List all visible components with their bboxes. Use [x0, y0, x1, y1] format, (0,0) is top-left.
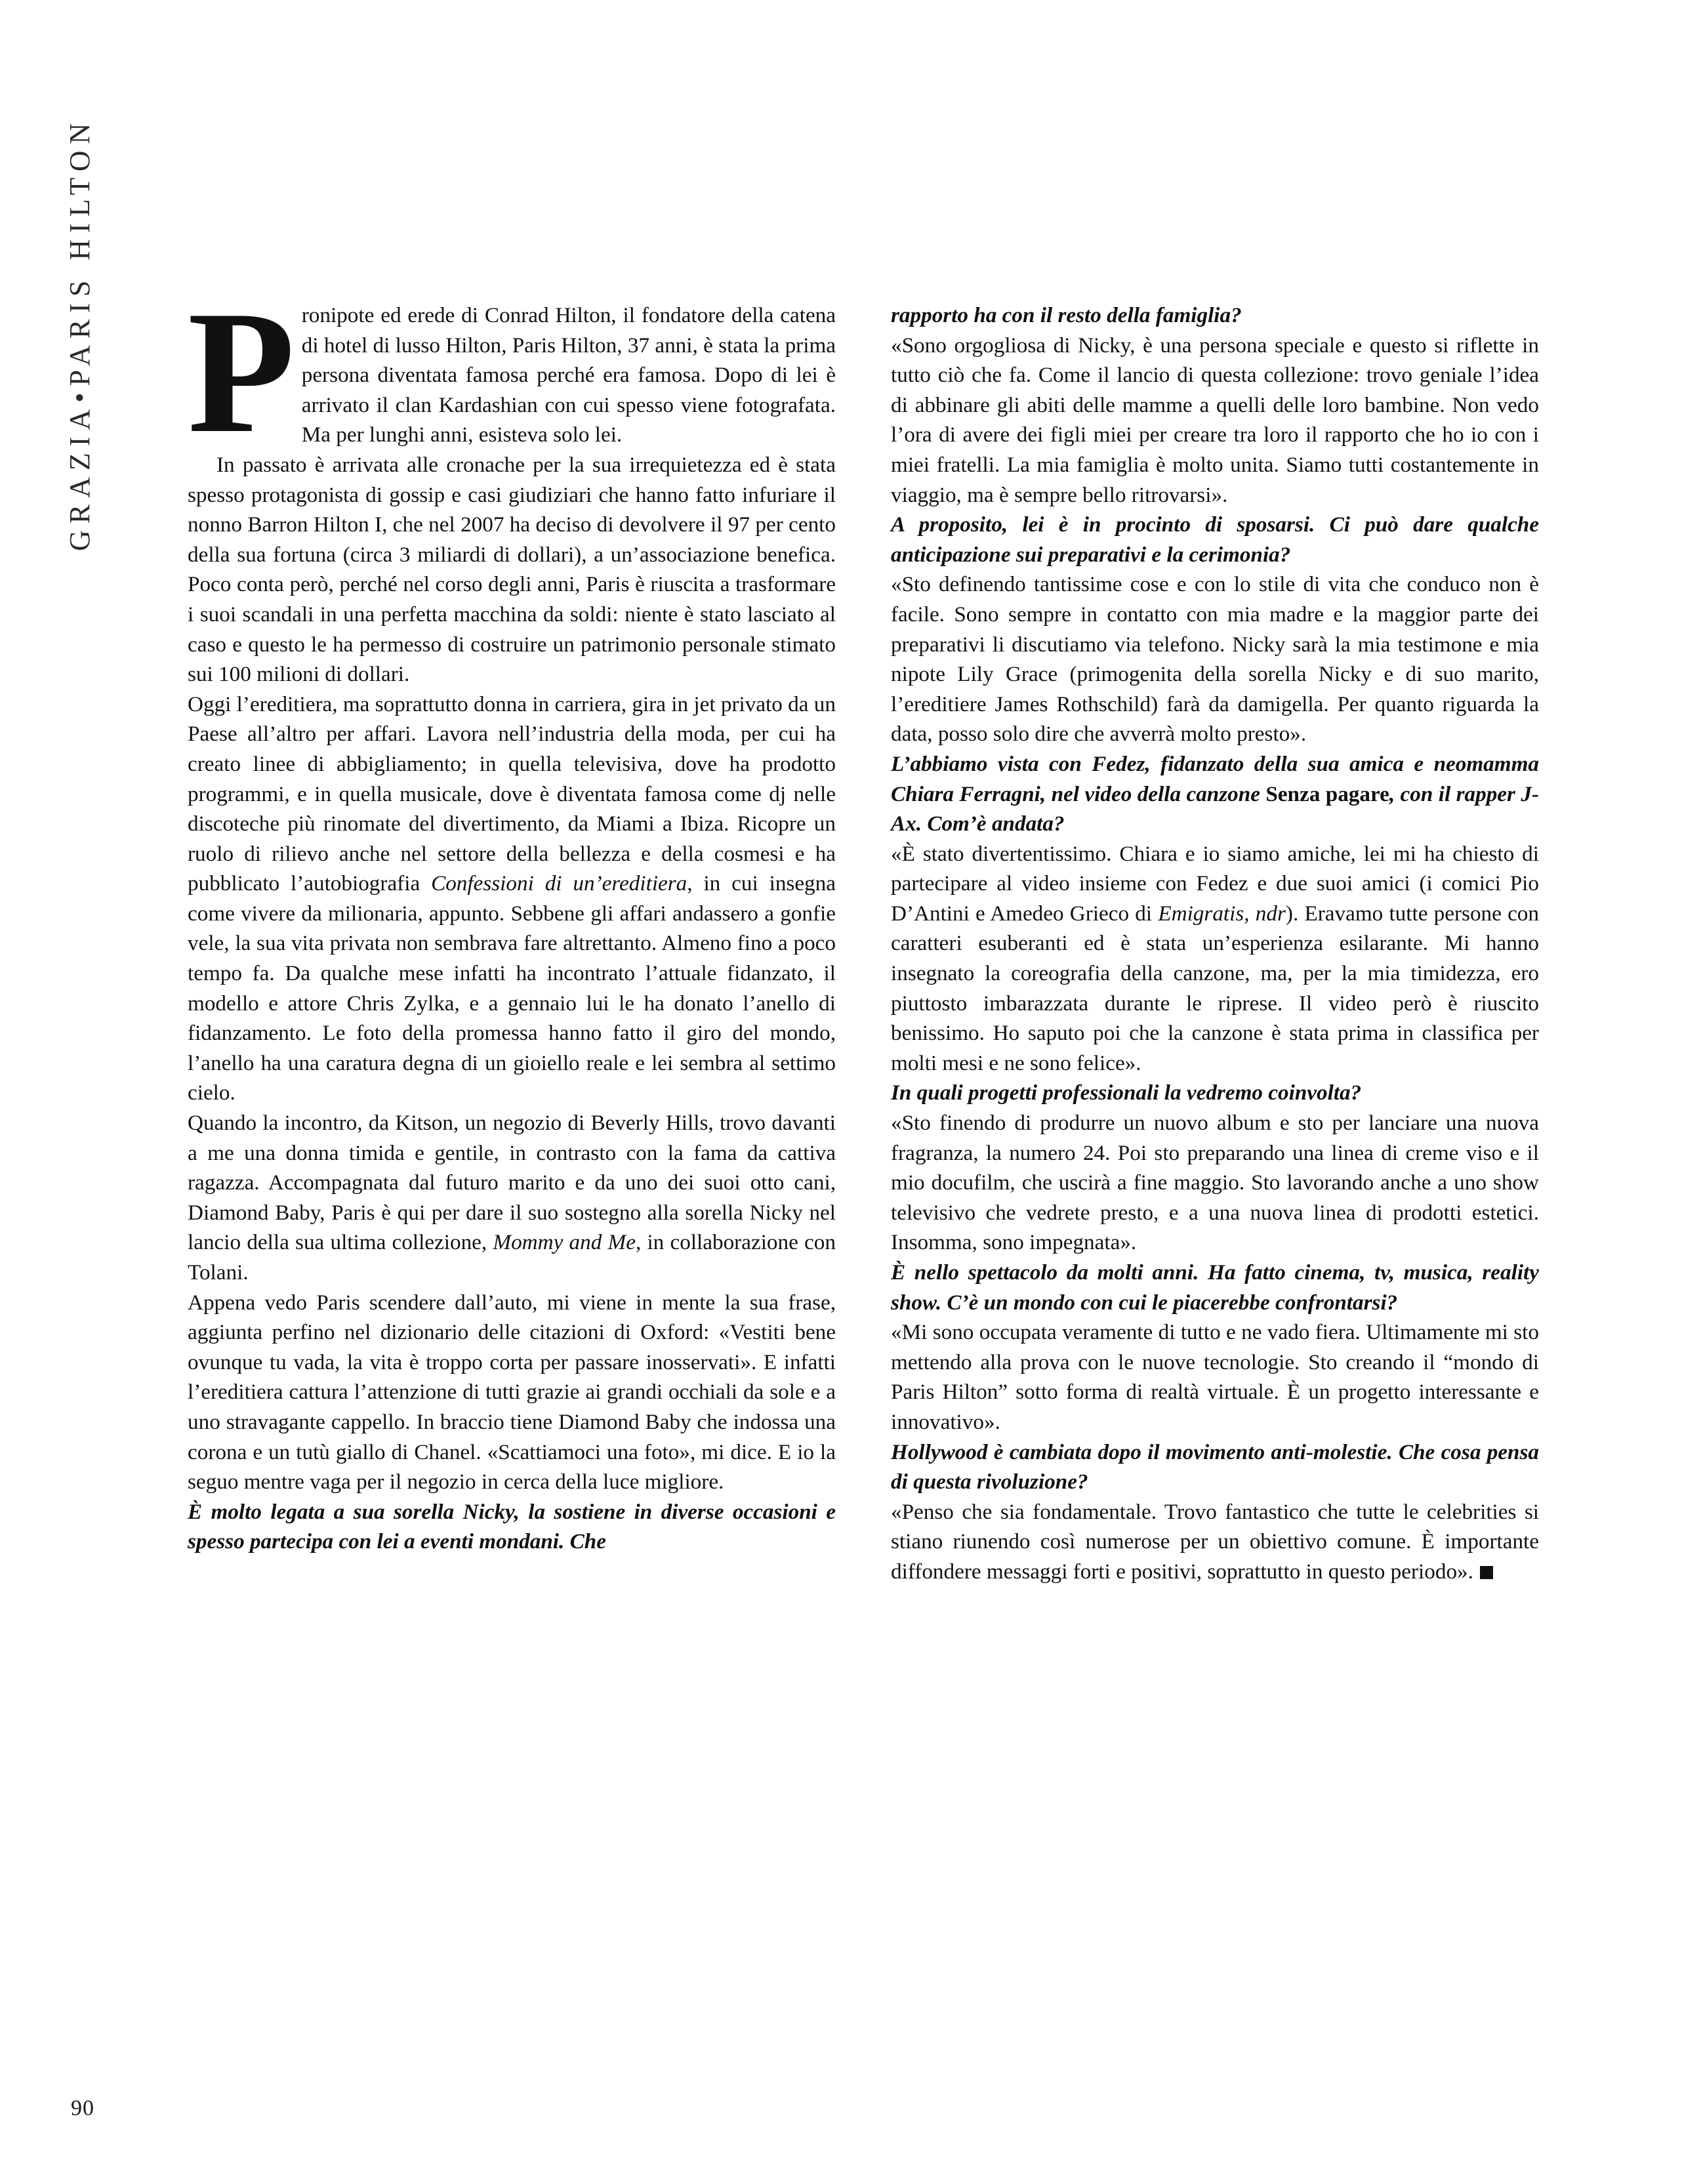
running-head-label: GRAZIA•PARIS HILTON [64, 116, 96, 551]
paragraph-meeting-text-after: , in collaborazione con Tolani. [188, 1230, 836, 1285]
running-head [63, 0, 96, 551]
paragraph-career-text-after: , in cui insegna come vivere da milionaria, appunto. Sebbene gli affari andassero a gonfie vele, la sua vita privata non sembrava fare altrettanto. Almeno fino a poco tempo fa. Da qualche mese infatti ha incontrato l’attuale fidanzato, il modello e attore Chris Zylka, e a gennaio lui le ha donato l’anello di fidanzamento. Le foto della promessa hanno fatto il giro del mondo, l’anello ha una caratura degna di un gioiello reale e lei sembra al settimo cielo. [188, 871, 836, 1105]
question-fedez-video-text: L’abbiamo vista con Fedez, fidanzato della sua amica e neomamma Chiara Ferragni, nel video della canzone [891, 751, 1539, 806]
paragraph-arrival [188, 1288, 836, 1497]
question-hollywood-text: Hollywood è cambiata dopo il movimento anti-molestie. Che cosa pensa di questa rivoluzione? [891, 1439, 1539, 1494]
answer-entertainment [891, 1317, 1539, 1437]
book-title-confessioni: Confessioni di un’ereditiera [431, 871, 687, 896]
paragraph-arrival-text: Appena vedo Paris scendere dall’auto, mi viene in mente la sua frase, aggiunta perfino nel dizionario delle citazioni di Oxford: «Vestiti bene ovunque tu vada, la vita è troppo corta per passare inosservati». E infatti l’ereditiera cattura l’attenzione di tutti grazie ai grandi occhiali da sole e a uno stravagante cappello. In braccio tiene Diamond Baby che indossa una corona e un tutù giallo di Chanel. «Scattiamoci una foto», mi dice. E io la seguo mentre vaga per il negozio in cerca della luce migliore. [188, 1290, 836, 1494]
question-fedez-video-text-after: , con il rapper J-Ax. Com’è andata? [891, 781, 1539, 836]
answer-hollywood [891, 1497, 1539, 1587]
paragraph-meeting [188, 1108, 836, 1288]
answer-family-text: «Sono orgogliosa di Nicky, è una persona speciale e questo si riflette in tutto ciò che fa. Come il lancio di questa collezione: trovo geniale l’idea di abbinare gli abiti delle mamme a quelli delle loro bambine. Non vedo l’ora di avere dei figli miei per creare tra loro il rapporto che ho io con i miei fratelli. La mia famiglia è molto unita. Siamo tutti costantemente in viaggio, ma è sempre bello ritrovarsi». [891, 333, 1539, 507]
paragraph-history [188, 450, 836, 690]
question-family-part1-text: È molto legata a sua sorella Nicky, la sostiene in diverse occasioni e spesso partecipa con lei a eventi mondani. Che [188, 1499, 836, 1554]
question-entertainment-text: È nello spettacolo da molti anni. Ha fatto cinema, tv, musica, reality show. C’è un mondo con cui le piacerebbe confrontarsi? [891, 1260, 1539, 1315]
paragraph-career-text: Oggi l’ereditiera, ma soprattutto donna in carriera, gira in jet privato da un Paese all’altro per affari. Lavora nell’industria della moda, per cui ha creato linee di abbigliamento; in quella televisiva, dove ha prodotto programmi, e in quella musicale, dove è diventata famosa come dj nelle discoteche più rinomate del divertimento, da Miami a Ibiza. Ricopre un ruolo di rilievo anche nel settore della bellezza e della cosmesi e ha pubblicato l’autobiografia [188, 691, 836, 896]
answer-wedding-text: «Sto definendo tantissime cose e con lo stile di vita che conduco non è facile. Sono sempre in contatto con mia madre e la maggior parte dei preparativi li discutiamo via telefono. Nicky sarà la mia testimone e mia nipote Lily Grace (primogenita della sorella Nicky e di suo marito, l’ereditiere James Rothschild) farà da damigella. Per quanto riguarda la data, posso solo dire che avverrà molto presto». [891, 572, 1539, 747]
answer-wedding [891, 569, 1539, 749]
article-body [188, 274, 1539, 2046]
lead-paragraph-text: ronipote ed erede di Conrad Hilton, il fondatore della catena di hotel di lusso Hilton, Paris Hilton, 37 anni, è stata la prima persona diventata famosa perché era famosa. Dopo di lei è arrivato il clan Kardashian con cui spesso viene fotografata. Ma per lunghi anni, esisteva solo lei. [301, 303, 836, 447]
answer-fedez-video-text: «È stato divertentissimo. Chiara e io siamo amiche, lei mi ha chiesto di partecipare al video insieme con Fedez e due suoi amici (i comici Pio D’Antini e Amedeo Grieco di [891, 841, 1539, 926]
paragraph-meeting-text: Quando la incontro, da Kitson, un negozio di Beverly Hills, trovo davanti a me una donna timida e gentile, in contrasto con la fama da cattiva ragazza. Accompagnata dal futuro marito e da uno dei suoi otto cani, Diamond Baby, Paris è qui per dare il suo sostegno alla sorella Nicky nel lancio della sua ultima collezione, [188, 1111, 836, 1255]
paragraph-career [188, 690, 836, 1108]
question-wedding [891, 510, 1539, 569]
question-family-part1 [188, 1497, 836, 1557]
answer-fedez-video-text-after: ). Eravamo tutte persone con caratteri esuberanti ed è stata un’esperienza esilarante. Mi hanno insegnato la coreografia della canzone, ma, per la mia timidezza, ero piuttosto imbarazzata durante le riprese. Il video però è riuscito benissimo. Ho saputo poi che la canzone è stata prima in classifica per molti mesi e ne sono felice». [891, 901, 1539, 1075]
answer-entertainment-text: «Mi sono occupata veramente di tutto e ne vado fiera. Ultimamente mi sto mettendo alla prova con le nuove tecnologie. Sto creando il “mondo di Paris Hilton” sotto forma di realtà virtuale. È un progetto interessante e innovativo». [891, 1320, 1539, 1434]
paragraph-history-text: In passato è arrivata alle cronache per la sua irrequietezza ed è stata spesso protagonista di gossip e casi giudiziari che hanno fatto infuriare il nonno Barron Hilton I, che nel 2007 ha deciso di devolvere il 97 per cento della sua fortuna (circa 3 miliardi di dollari), a un’associazione benefica. Poco conta però, perché nel corso degli anni, Paris è riuscita a trasformare i suoi scandali in una perfetta macchina da soldi: niente è stato lasciato al caso e questo le ha permesso di costruire un patrimonio personale stimato sui 100 milioni di dollari. [188, 452, 836, 687]
question-family-part2 [891, 300, 1539, 331]
question-fedez-video [891, 749, 1539, 839]
song-title-senza-pagare: Senza pagare [1265, 781, 1389, 806]
answer-projects [891, 1108, 1539, 1258]
lead-paragraph [188, 274, 836, 469]
page-number: 90 [71, 2096, 94, 2120]
answer-family [891, 331, 1539, 510]
question-entertainment [891, 1258, 1539, 1317]
question-projects [891, 1078, 1539, 1108]
answer-fedez-video [891, 839, 1539, 1079]
drop-cap: P [188, 274, 295, 469]
show-title-emigratis: Emigratis, ndr [1158, 901, 1286, 926]
answer-hollywood-text: «Penso che sia fondamentale. Trovo fantastico che tutte le celebrities si stiano riunendo così numerose per un obiettivo comune. È importante diffondere messaggi forti e positivi, soprattutto in questo periodo». [891, 1499, 1539, 1584]
question-hollywood [891, 1437, 1539, 1497]
question-projects-text: In quali progetti professionali la vedremo coinvolta? [891, 1081, 1362, 1105]
end-mark-icon [1480, 1566, 1493, 1579]
answer-projects-text: «Sto finendo di produrre un nuovo album e sto per lanciare una nuova fragranza, la numero 24. Poi sto preparando una linea di creme viso e il mio docufilm, che uscirà a fine maggio. Sto lavorando anche a uno show televisivo che vedrete presto, e a una nuova linea di prodotti estetici. Insomma, sono impegnata». [891, 1111, 1539, 1255]
collection-title-mommy-and-me: Mommy and Me [493, 1230, 636, 1255]
right-column [891, 300, 1539, 2046]
left-column [188, 274, 836, 2046]
question-family-part2-text: rapporto ha con il resto della famiglia? [891, 303, 1242, 327]
question-wedding-text: A proposito, lei è in procinto di sposarsi. Ci può dare qualche anticipazione sui preparativi e la cerimonia? [891, 512, 1539, 567]
